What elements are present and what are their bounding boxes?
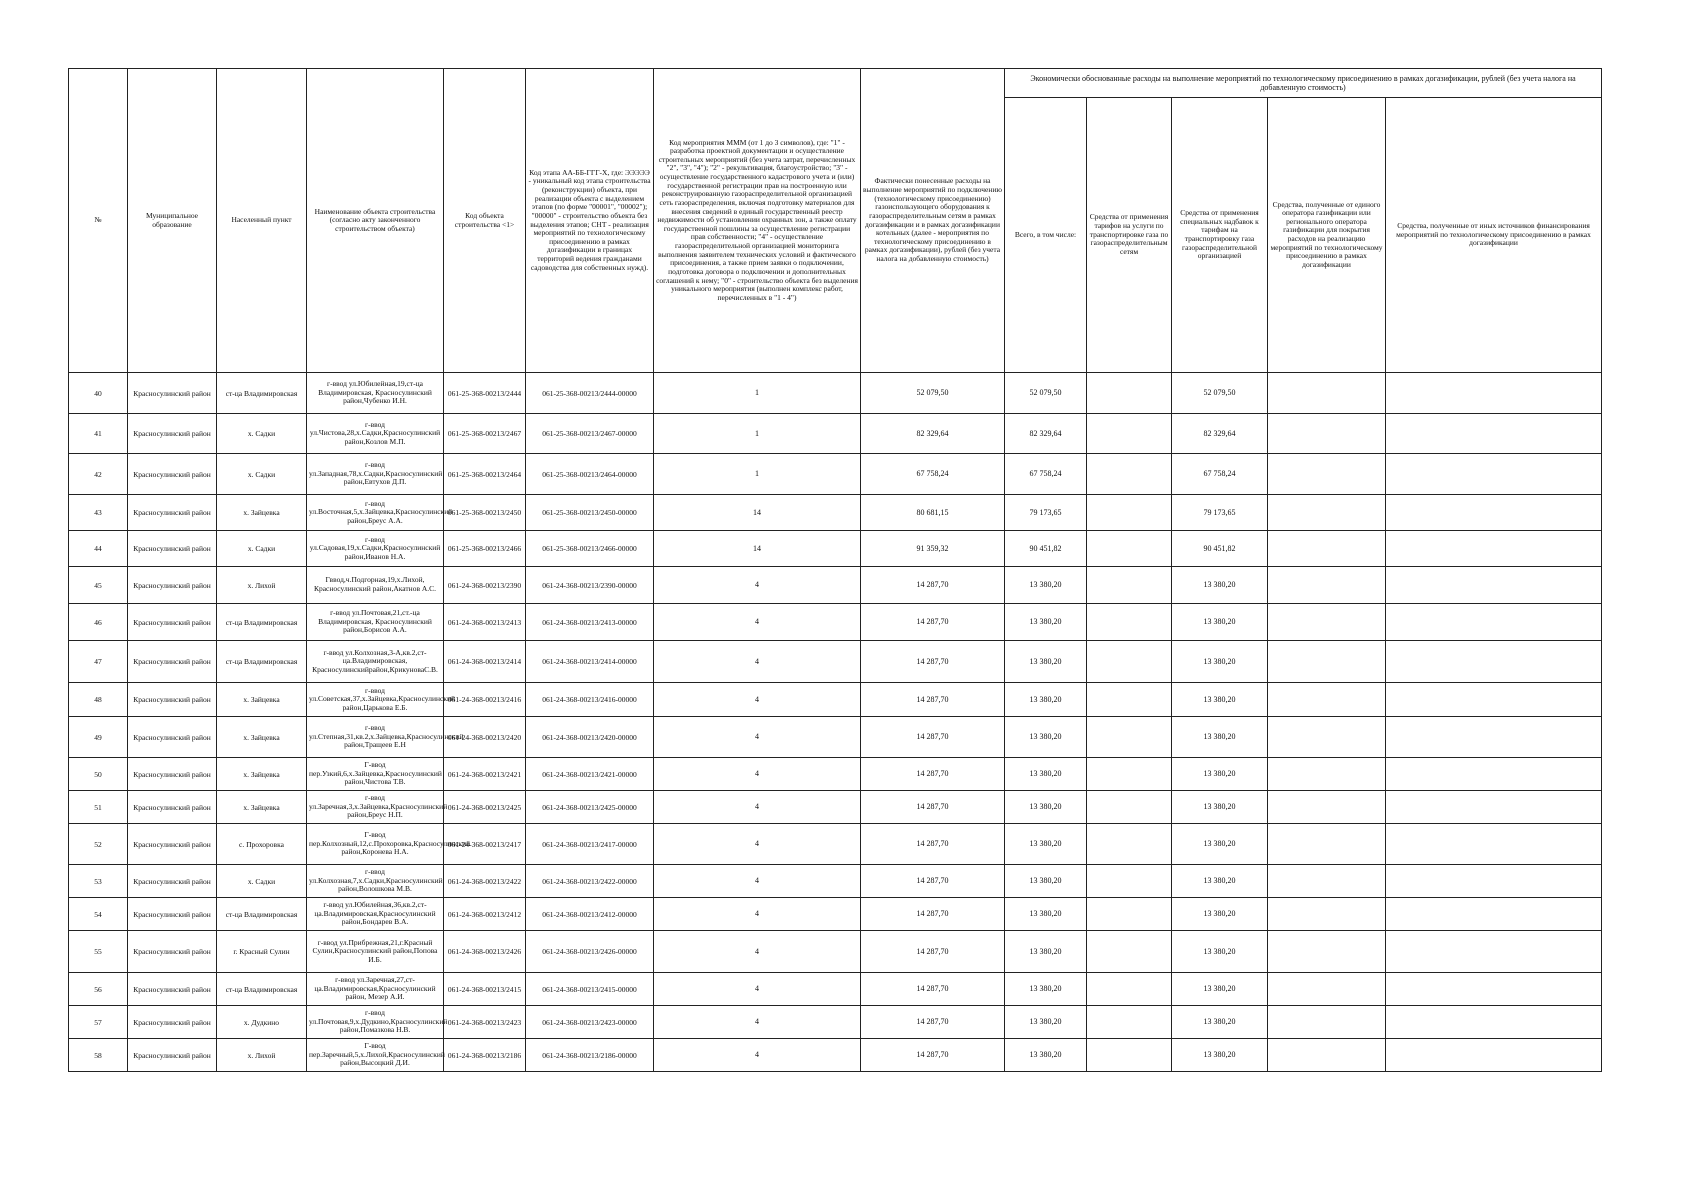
row-actual-costs: 14 287,70 bbox=[861, 567, 1005, 604]
row-total: 13 380,20 bbox=[1005, 824, 1087, 865]
row-other-funds bbox=[1386, 531, 1602, 567]
header-event-code: Код мероприятия МММ (от 1 до 3 символов), где: "1" - разработка проектной документации и осуществление строительных мероприятий (без учета затрат, перечисленных "2", "3", "4"); "2" - рекультивация, благоустройство; "3" - осуществление государственного кадастрового учета и (или) государственной регистрации прав на построенную или реконструированную газораспределительной организацией сеть газораспределения, включая подготовку материалов для внесения сведений в единый государственный реестр недвижимости об установлении охранных зон, а также оплату государственной пошлины за осуществление регистрации прав собственности; "4" - осуществление газораспределительной организацией мониторинга выполнения заявителем технических условий и фактического присоединения, а также прием заявки о подключении, подготовка договора о подключении и дополнительных соглашений к нему; "0" - строительство объекта без выделения уникального мероприятия (выполнен комплекс работ, перечисленных в "1 - 4") bbox=[654, 69, 861, 373]
row-actual-costs: 14 287,70 bbox=[861, 973, 1005, 1006]
row-tariff-funds bbox=[1087, 604, 1172, 641]
row-stage-code: 061-24-368-00213/2412-00000 bbox=[526, 898, 654, 931]
row-tariff-funds bbox=[1087, 454, 1172, 495]
row-object-name: г-ввод ул.Чистова,28,х.Садки,Красносулинский район,Козлов М.П. bbox=[307, 414, 444, 454]
row-number: 41 bbox=[69, 414, 128, 454]
row-settlement: ст-ца Владимировская bbox=[217, 641, 307, 683]
row-total: 13 380,20 bbox=[1005, 683, 1087, 717]
row-stage-code: 061-24-368-00213/2413-00000 bbox=[526, 604, 654, 641]
row-special-funds: 13 380,20 bbox=[1172, 898, 1268, 931]
row-object-name: г-ввод ул.Восточная,5,х.Зайцевка,Красносулинский район,Бреус А.А. bbox=[307, 495, 444, 531]
row-stage-code: 061-25-368-00213/2450-00000 bbox=[526, 495, 654, 531]
row-settlement: х. Садки bbox=[217, 454, 307, 495]
row-number: 46 bbox=[69, 604, 128, 641]
table-row bbox=[69, 931, 1602, 973]
row-object-name: г-ввод ул.Степная,31,кв.2,х.Зайцевка,Красносулинский район,Тращеев Е.Н bbox=[307, 717, 444, 758]
table-row bbox=[69, 531, 1602, 567]
row-municipality: Красносулинский район bbox=[128, 865, 217, 898]
table-row bbox=[69, 567, 1602, 604]
row-object-code: 061-24-368-00213/2413 bbox=[444, 604, 526, 641]
row-settlement: ст-ца Владимировская bbox=[217, 604, 307, 641]
row-settlement: г. Красный Сулин bbox=[217, 931, 307, 973]
row-stage-code: 061-25-368-00213/2464-00000 bbox=[526, 454, 654, 495]
row-actual-costs: 80 681,15 bbox=[861, 495, 1005, 531]
row-municipality: Красносулинский район bbox=[128, 1006, 217, 1039]
row-tariff-funds bbox=[1087, 1006, 1172, 1039]
header-other-funds: Средства, полученные от иных источников финансирования мероприятий по технологическому присоединению в рамках догазификации bbox=[1386, 98, 1602, 373]
row-object-code: 061-24-368-00213/2423 bbox=[444, 1006, 526, 1039]
row-actual-costs: 14 287,70 bbox=[861, 1039, 1005, 1072]
row-event-code: 4 bbox=[654, 758, 861, 791]
row-event-code: 1 bbox=[654, 414, 861, 454]
row-event-code: 4 bbox=[654, 604, 861, 641]
row-tariff-funds bbox=[1087, 824, 1172, 865]
row-object-code: 061-25-368-00213/2467 bbox=[444, 414, 526, 454]
row-actual-costs: 52 079,50 bbox=[861, 373, 1005, 414]
row-special-funds: 90 451,82 bbox=[1172, 531, 1268, 567]
row-number: 54 bbox=[69, 898, 128, 931]
row-municipality: Красносулинский район bbox=[128, 973, 217, 1006]
table-row bbox=[69, 454, 1602, 495]
row-actual-costs: 14 287,70 bbox=[861, 604, 1005, 641]
row-number: 47 bbox=[69, 641, 128, 683]
row-actual-costs: 14 287,70 bbox=[861, 683, 1005, 717]
row-stage-code: 061-24-368-00213/2423-00000 bbox=[526, 1006, 654, 1039]
row-tariff-funds bbox=[1087, 865, 1172, 898]
table-row bbox=[69, 973, 1602, 1006]
row-object-code: 061-24-368-00213/2416 bbox=[444, 683, 526, 717]
row-object-code: 061-24-368-00213/2414 bbox=[444, 641, 526, 683]
row-other-funds bbox=[1386, 791, 1602, 824]
table-body bbox=[69, 373, 1602, 1072]
row-total: 13 380,20 bbox=[1005, 791, 1087, 824]
row-operator-funds bbox=[1268, 758, 1386, 791]
table-row bbox=[69, 791, 1602, 824]
table-row bbox=[69, 414, 1602, 454]
row-actual-costs: 14 287,70 bbox=[861, 1006, 1005, 1039]
table-header bbox=[69, 69, 1602, 373]
row-municipality: Красносулинский район bbox=[128, 1039, 217, 1072]
row-operator-funds bbox=[1268, 683, 1386, 717]
row-number: 56 bbox=[69, 973, 128, 1006]
row-municipality: Красносулинский район bbox=[128, 454, 217, 495]
row-other-funds bbox=[1386, 683, 1602, 717]
header-special-funds: Средства от применения специальных надбавок к тарифам на транспортировку газа газораспределительной организацией bbox=[1172, 98, 1268, 373]
row-special-funds: 13 380,20 bbox=[1172, 824, 1268, 865]
row-total: 13 380,20 bbox=[1005, 898, 1087, 931]
row-object-code: 061-24-368-00213/2417 bbox=[444, 824, 526, 865]
row-settlement: х. Зайцевка bbox=[217, 791, 307, 824]
row-other-funds bbox=[1386, 758, 1602, 791]
row-stage-code: 061-25-368-00213/2466-00000 bbox=[526, 531, 654, 567]
row-special-funds: 13 380,20 bbox=[1172, 641, 1268, 683]
row-special-funds: 52 079,50 bbox=[1172, 373, 1268, 414]
row-object-code: 061-24-368-00213/2186 bbox=[444, 1039, 526, 1072]
row-number: 55 bbox=[69, 931, 128, 973]
row-tariff-funds bbox=[1087, 931, 1172, 973]
header-object-code: Код объекта строительства <1> bbox=[444, 69, 526, 373]
row-number: 45 bbox=[69, 567, 128, 604]
row-operator-funds bbox=[1268, 531, 1386, 567]
row-stage-code: 061-25-368-00213/2444-00000 bbox=[526, 373, 654, 414]
row-other-funds bbox=[1386, 1039, 1602, 1072]
row-operator-funds bbox=[1268, 865, 1386, 898]
row-object-name: г-ввод ул.Колхозная,7,х.Садки,Красносулинский район,Волошкова М.В. bbox=[307, 865, 444, 898]
row-number: 53 bbox=[69, 865, 128, 898]
row-total: 13 380,20 bbox=[1005, 865, 1087, 898]
row-object-code: 061-24-368-00213/2421 bbox=[444, 758, 526, 791]
row-special-funds: 13 380,20 bbox=[1172, 683, 1268, 717]
row-object-name: г-ввод ул.Почтовая,9,х.Дудкино,Красносулинский район,Помазкова Н.В. bbox=[307, 1006, 444, 1039]
row-special-funds: 13 380,20 bbox=[1172, 1006, 1268, 1039]
table-row bbox=[69, 604, 1602, 641]
row-special-funds: 82 329,64 bbox=[1172, 414, 1268, 454]
row-other-funds bbox=[1386, 414, 1602, 454]
row-object-code: 061-25-368-00213/2450 bbox=[444, 495, 526, 531]
row-other-funds bbox=[1386, 717, 1602, 758]
row-other-funds bbox=[1386, 824, 1602, 865]
table-row bbox=[69, 683, 1602, 717]
table-row bbox=[69, 373, 1602, 414]
row-special-funds: 79 173,65 bbox=[1172, 495, 1268, 531]
row-actual-costs: 14 287,70 bbox=[861, 931, 1005, 973]
row-actual-costs: 82 329,64 bbox=[861, 414, 1005, 454]
row-object-name: Гввод,ч.Подгорная,19,х.Лихой, Красносулинский район,Акатнов А.С. bbox=[307, 567, 444, 604]
row-event-code: 14 bbox=[654, 531, 861, 567]
row-event-code: 1 bbox=[654, 454, 861, 495]
row-actual-costs: 91 359,32 bbox=[861, 531, 1005, 567]
row-object-name: г-ввод ул.Советская,37,х.Зайцевка,Красносулинский район,Царькова Е.Б. bbox=[307, 683, 444, 717]
row-object-name: г-ввод ул.Юбилейная,19,ст-ца Владимировская, Красносулинский район,Чубенко И.Н. bbox=[307, 373, 444, 414]
row-total: 13 380,20 bbox=[1005, 641, 1087, 683]
row-tariff-funds bbox=[1087, 898, 1172, 931]
row-object-name: г-ввод ул.Заречная,3,х.Зайцевка,Красносулинский район,Бреус Н.П. bbox=[307, 791, 444, 824]
row-total: 79 173,65 bbox=[1005, 495, 1087, 531]
row-total: 13 380,20 bbox=[1005, 1039, 1087, 1072]
row-total: 90 451,82 bbox=[1005, 531, 1087, 567]
costs-table bbox=[68, 68, 1602, 1072]
row-event-code: 4 bbox=[654, 931, 861, 973]
row-tariff-funds bbox=[1087, 414, 1172, 454]
row-event-code: 4 bbox=[654, 1039, 861, 1072]
row-event-code: 1 bbox=[654, 373, 861, 414]
row-object-code: 061-24-368-00213/2420 bbox=[444, 717, 526, 758]
row-settlement: х. Дудкино bbox=[217, 1006, 307, 1039]
row-other-funds bbox=[1386, 604, 1602, 641]
header-object-name: Наименование объекта строительства (согласно акту законченного строительством объекта) bbox=[307, 69, 444, 373]
row-operator-funds bbox=[1268, 717, 1386, 758]
row-stage-code: 061-24-368-00213/2416-00000 bbox=[526, 683, 654, 717]
row-event-code: 4 bbox=[654, 717, 861, 758]
row-municipality: Красносулинский район bbox=[128, 567, 217, 604]
header-municipality: Муниципальное образование bbox=[128, 69, 217, 373]
row-event-code: 4 bbox=[654, 898, 861, 931]
row-municipality: Красносулинский район bbox=[128, 931, 217, 973]
row-other-funds bbox=[1386, 898, 1602, 931]
row-municipality: Красносулинский район bbox=[128, 758, 217, 791]
row-object-code: 061-24-368-00213/2415 bbox=[444, 973, 526, 1006]
row-tariff-funds bbox=[1087, 531, 1172, 567]
row-settlement: х. Садки bbox=[217, 531, 307, 567]
table-row bbox=[69, 758, 1602, 791]
row-operator-funds bbox=[1268, 931, 1386, 973]
table-row bbox=[69, 1006, 1602, 1039]
row-special-funds: 13 380,20 bbox=[1172, 973, 1268, 1006]
row-object-name: г-ввод ул.Прибрежная,21,г.Красный Сулин,Красносулинский район,Попова И.Б. bbox=[307, 931, 444, 973]
row-stage-code: 061-24-368-00213/2417-00000 bbox=[526, 824, 654, 865]
table-row bbox=[69, 824, 1602, 865]
row-object-code: 061-25-368-00213/2464 bbox=[444, 454, 526, 495]
row-municipality: Красносулинский район bbox=[128, 898, 217, 931]
row-number: 50 bbox=[69, 758, 128, 791]
header-total: Всего, в том числе: bbox=[1005, 98, 1087, 373]
row-stage-code: 061-24-368-00213/2415-00000 bbox=[526, 973, 654, 1006]
row-total: 13 380,20 bbox=[1005, 973, 1087, 1006]
row-number: 51 bbox=[69, 791, 128, 824]
row-number: 40 bbox=[69, 373, 128, 414]
header-stage-code: Код этапа АА-ББ-ГГГ-Х, где: ЭЭЭЭЭ - уникальный код этапа строительства (реконструкции) объекта, при реализации объекта с выделением этапов (по форме "00001", "00002"); "00000" - строительство объекта без выделения этапов; СНТ - реализация мероприятий по технологическому присоединению в рамках догазификации в границах территорий ведения гражданами садоводства для собственных нужд). bbox=[526, 69, 654, 373]
row-stage-code: 061-24-368-00213/2390-00000 bbox=[526, 567, 654, 604]
row-settlement: х. Зайцевка bbox=[217, 717, 307, 758]
row-number: 42 bbox=[69, 454, 128, 495]
row-object-code: 061-24-368-00213/2426 bbox=[444, 931, 526, 973]
row-number: 49 bbox=[69, 717, 128, 758]
row-municipality: Красносулинский район bbox=[128, 373, 217, 414]
row-settlement: х. Зайцевка bbox=[217, 495, 307, 531]
row-municipality: Красносулинский район bbox=[128, 683, 217, 717]
row-municipality: Красносулинский район bbox=[128, 531, 217, 567]
row-special-funds: 13 380,20 bbox=[1172, 758, 1268, 791]
row-settlement: ст-ца Владимировская bbox=[217, 973, 307, 1006]
row-object-name: г-ввод ул.Колхозная,3-А,кв.2,ст-ца.Владимировская, Красносулинскийрайон,КрикуноваС.В. bbox=[307, 641, 444, 683]
row-municipality: Красносулинский район bbox=[128, 414, 217, 454]
header-tariff-funds: Средства от применения тарифов на услуги по транспортировке газа по газораспределительным сетям bbox=[1087, 98, 1172, 373]
row-event-code: 4 bbox=[654, 824, 861, 865]
row-object-name: Г-ввод пер.Узкий,6,х.Зайцевка,Красносулинский район,Чистова Т.В. bbox=[307, 758, 444, 791]
row-total: 13 380,20 bbox=[1005, 604, 1087, 641]
row-operator-funds bbox=[1268, 1039, 1386, 1072]
row-stage-code: 061-25-368-00213/2467-00000 bbox=[526, 414, 654, 454]
row-other-funds bbox=[1386, 373, 1602, 414]
row-other-funds bbox=[1386, 865, 1602, 898]
row-object-name: г-ввод ул.Заречная,27,ст-ца.Владимировская,Красносулинский район, Мезер А.И. bbox=[307, 973, 444, 1006]
header-operator-funds: Средства, полученные от единого оператора газификации или регионального оператора газификации для покрытия расходов на реализацию мероприятий по технологическому присоединению в рамках догазификации bbox=[1268, 98, 1386, 373]
row-object-code: 061-24-368-00213/2412 bbox=[444, 898, 526, 931]
table-row bbox=[69, 717, 1602, 758]
row-tariff-funds bbox=[1087, 1039, 1172, 1072]
row-tariff-funds bbox=[1087, 495, 1172, 531]
row-total: 13 380,20 bbox=[1005, 931, 1087, 973]
row-settlement: с. Прохоровка bbox=[217, 824, 307, 865]
row-municipality: Красносулинский район bbox=[128, 791, 217, 824]
row-tariff-funds bbox=[1087, 717, 1172, 758]
row-special-funds: 13 380,20 bbox=[1172, 1039, 1268, 1072]
row-object-code: 061-25-368-00213/2444 bbox=[444, 373, 526, 414]
row-stage-code: 061-24-368-00213/2426-00000 bbox=[526, 931, 654, 973]
row-object-name: г-ввод ул.Западная,78,х.Садки,Красносулинский район,Евтухов Д.П. bbox=[307, 454, 444, 495]
row-number: 57 bbox=[69, 1006, 128, 1039]
row-settlement: х. Лихой bbox=[217, 567, 307, 604]
row-total: 13 380,20 bbox=[1005, 717, 1087, 758]
header-actual-costs: Фактически понесенные расходы на выполнение мероприятий по подключению (технологическому присоединению) газоиспользующего оборудования к газораспределительным сетям в рамках догазификации и в рамках догазификации котельных (далее - мероприятия по технологическому присоединению в рамках догазификации), рублей (без учета налога на добавленную стоимость) bbox=[861, 69, 1005, 373]
row-actual-costs: 14 287,70 bbox=[861, 758, 1005, 791]
row-settlement: ст-ца Владимировская bbox=[217, 898, 307, 931]
row-operator-funds bbox=[1268, 454, 1386, 495]
row-other-funds bbox=[1386, 454, 1602, 495]
row-operator-funds bbox=[1268, 414, 1386, 454]
row-other-funds bbox=[1386, 495, 1602, 531]
row-settlement: х. Садки bbox=[217, 414, 307, 454]
row-object-code: 061-24-368-00213/2390 bbox=[444, 567, 526, 604]
row-actual-costs: 67 758,24 bbox=[861, 454, 1005, 495]
table-row bbox=[69, 1039, 1602, 1072]
row-operator-funds bbox=[1268, 495, 1386, 531]
row-special-funds: 13 380,20 bbox=[1172, 604, 1268, 641]
row-operator-funds bbox=[1268, 1006, 1386, 1039]
header-no: № bbox=[69, 69, 128, 373]
row-object-name: Г-ввод пер.Заречный,5,х.Лихой,Красносулинский район,Высоцкий Д.И. bbox=[307, 1039, 444, 1072]
table-row bbox=[69, 865, 1602, 898]
row-operator-funds bbox=[1268, 824, 1386, 865]
row-tariff-funds bbox=[1087, 641, 1172, 683]
row-special-funds: 67 758,24 bbox=[1172, 454, 1268, 495]
row-event-code: 4 bbox=[654, 973, 861, 1006]
row-actual-costs: 14 287,70 bbox=[861, 865, 1005, 898]
row-operator-funds bbox=[1268, 604, 1386, 641]
row-event-code: 4 bbox=[654, 683, 861, 717]
row-event-code: 4 bbox=[654, 567, 861, 604]
row-operator-funds bbox=[1268, 791, 1386, 824]
row-tariff-funds bbox=[1087, 373, 1172, 414]
row-tariff-funds bbox=[1087, 791, 1172, 824]
row-special-funds: 13 380,20 bbox=[1172, 567, 1268, 604]
row-special-funds: 13 380,20 bbox=[1172, 865, 1268, 898]
row-object-name: Г-ввод пер.Колхозный,12,с.Прохоровка,Красносулинский район,Коронева Н.А. bbox=[307, 824, 444, 865]
row-total: 52 079,50 bbox=[1005, 373, 1087, 414]
row-operator-funds bbox=[1268, 898, 1386, 931]
row-total: 13 380,20 bbox=[1005, 567, 1087, 604]
row-operator-funds bbox=[1268, 973, 1386, 1006]
row-object-name: г-ввод ул.Почтовая,21,ст.-ца Владимировская, Красносулинский район,Борисов А.А. bbox=[307, 604, 444, 641]
row-settlement: х. Зайцевка bbox=[217, 758, 307, 791]
row-other-funds bbox=[1386, 1006, 1602, 1039]
header-settlement: Населенный пункт bbox=[217, 69, 307, 373]
row-municipality: Красносулинский район bbox=[128, 604, 217, 641]
table-row bbox=[69, 898, 1602, 931]
row-object-code: 061-25-368-00213/2466 bbox=[444, 531, 526, 567]
row-total: 82 329,64 bbox=[1005, 414, 1087, 454]
row-tariff-funds bbox=[1087, 683, 1172, 717]
row-object-name: г-ввод ул.Садовая,19,х.Садки,Красносулинский район,Иванов Н.А. bbox=[307, 531, 444, 567]
row-tariff-funds bbox=[1087, 567, 1172, 604]
row-actual-costs: 14 287,70 bbox=[861, 641, 1005, 683]
row-tariff-funds bbox=[1087, 973, 1172, 1006]
row-number: 58 bbox=[69, 1039, 128, 1072]
row-settlement: х. Лихой bbox=[217, 1039, 307, 1072]
row-settlement: х. Зайцевка bbox=[217, 683, 307, 717]
row-tariff-funds bbox=[1087, 758, 1172, 791]
row-actual-costs: 14 287,70 bbox=[861, 898, 1005, 931]
row-stage-code: 061-24-368-00213/2421-00000 bbox=[526, 758, 654, 791]
row-actual-costs: 14 287,70 bbox=[861, 791, 1005, 824]
row-number: 43 bbox=[69, 495, 128, 531]
row-stage-code: 061-24-368-00213/2425-00000 bbox=[526, 791, 654, 824]
row-special-funds: 13 380,20 bbox=[1172, 931, 1268, 973]
row-municipality: Красносулинский район bbox=[128, 641, 217, 683]
row-other-funds bbox=[1386, 641, 1602, 683]
row-other-funds bbox=[1386, 973, 1602, 1006]
row-municipality: Красносулинский район bbox=[128, 824, 217, 865]
row-other-funds bbox=[1386, 931, 1602, 973]
row-total: 13 380,20 bbox=[1005, 758, 1087, 791]
row-settlement: х. Садки bbox=[217, 865, 307, 898]
table-row bbox=[69, 495, 1602, 531]
row-event-code: 4 bbox=[654, 865, 861, 898]
row-stage-code: 061-24-368-00213/2422-00000 bbox=[526, 865, 654, 898]
row-operator-funds bbox=[1268, 373, 1386, 414]
row-municipality: Красносулинский район bbox=[128, 495, 217, 531]
row-stage-code: 061-24-368-00213/2420-00000 bbox=[526, 717, 654, 758]
row-number: 48 bbox=[69, 683, 128, 717]
row-number: 52 bbox=[69, 824, 128, 865]
row-special-funds: 13 380,20 bbox=[1172, 717, 1268, 758]
row-actual-costs: 14 287,70 bbox=[861, 717, 1005, 758]
row-special-funds: 13 380,20 bbox=[1172, 791, 1268, 824]
table-row bbox=[69, 641, 1602, 683]
row-other-funds bbox=[1386, 567, 1602, 604]
row-stage-code: 061-24-368-00213/2414-00000 bbox=[526, 641, 654, 683]
row-total: 13 380,20 bbox=[1005, 1006, 1087, 1039]
row-municipality: Красносулинский район bbox=[128, 717, 217, 758]
row-operator-funds bbox=[1268, 567, 1386, 604]
row-object-code: 061-24-368-00213/2425 bbox=[444, 791, 526, 824]
row-event-code: 4 bbox=[654, 641, 861, 683]
row-event-code: 4 bbox=[654, 791, 861, 824]
row-settlement: ст-ца Владимировская bbox=[217, 373, 307, 414]
row-object-name: г-ввод ул.Юбилейная,36,кв.2,ст-ца.Владимировская,Красносулинский район,Бондарев В.А. bbox=[307, 898, 444, 931]
header-econ-group: Экономически обоснованные расходы на выполнение мероприятий по технологическому присоединению в рамках догазификации, рублей (без учета налога на добавленную стоимость) bbox=[1005, 69, 1602, 98]
row-event-code: 14 bbox=[654, 495, 861, 531]
row-object-code: 061-24-368-00213/2422 bbox=[444, 865, 526, 898]
row-actual-costs: 14 287,70 bbox=[861, 824, 1005, 865]
row-event-code: 4 bbox=[654, 1006, 861, 1039]
row-number: 44 bbox=[69, 531, 128, 567]
row-operator-funds bbox=[1268, 641, 1386, 683]
row-total: 67 758,24 bbox=[1005, 454, 1087, 495]
row-stage-code: 061-24-368-00213/2186-00000 bbox=[526, 1039, 654, 1072]
